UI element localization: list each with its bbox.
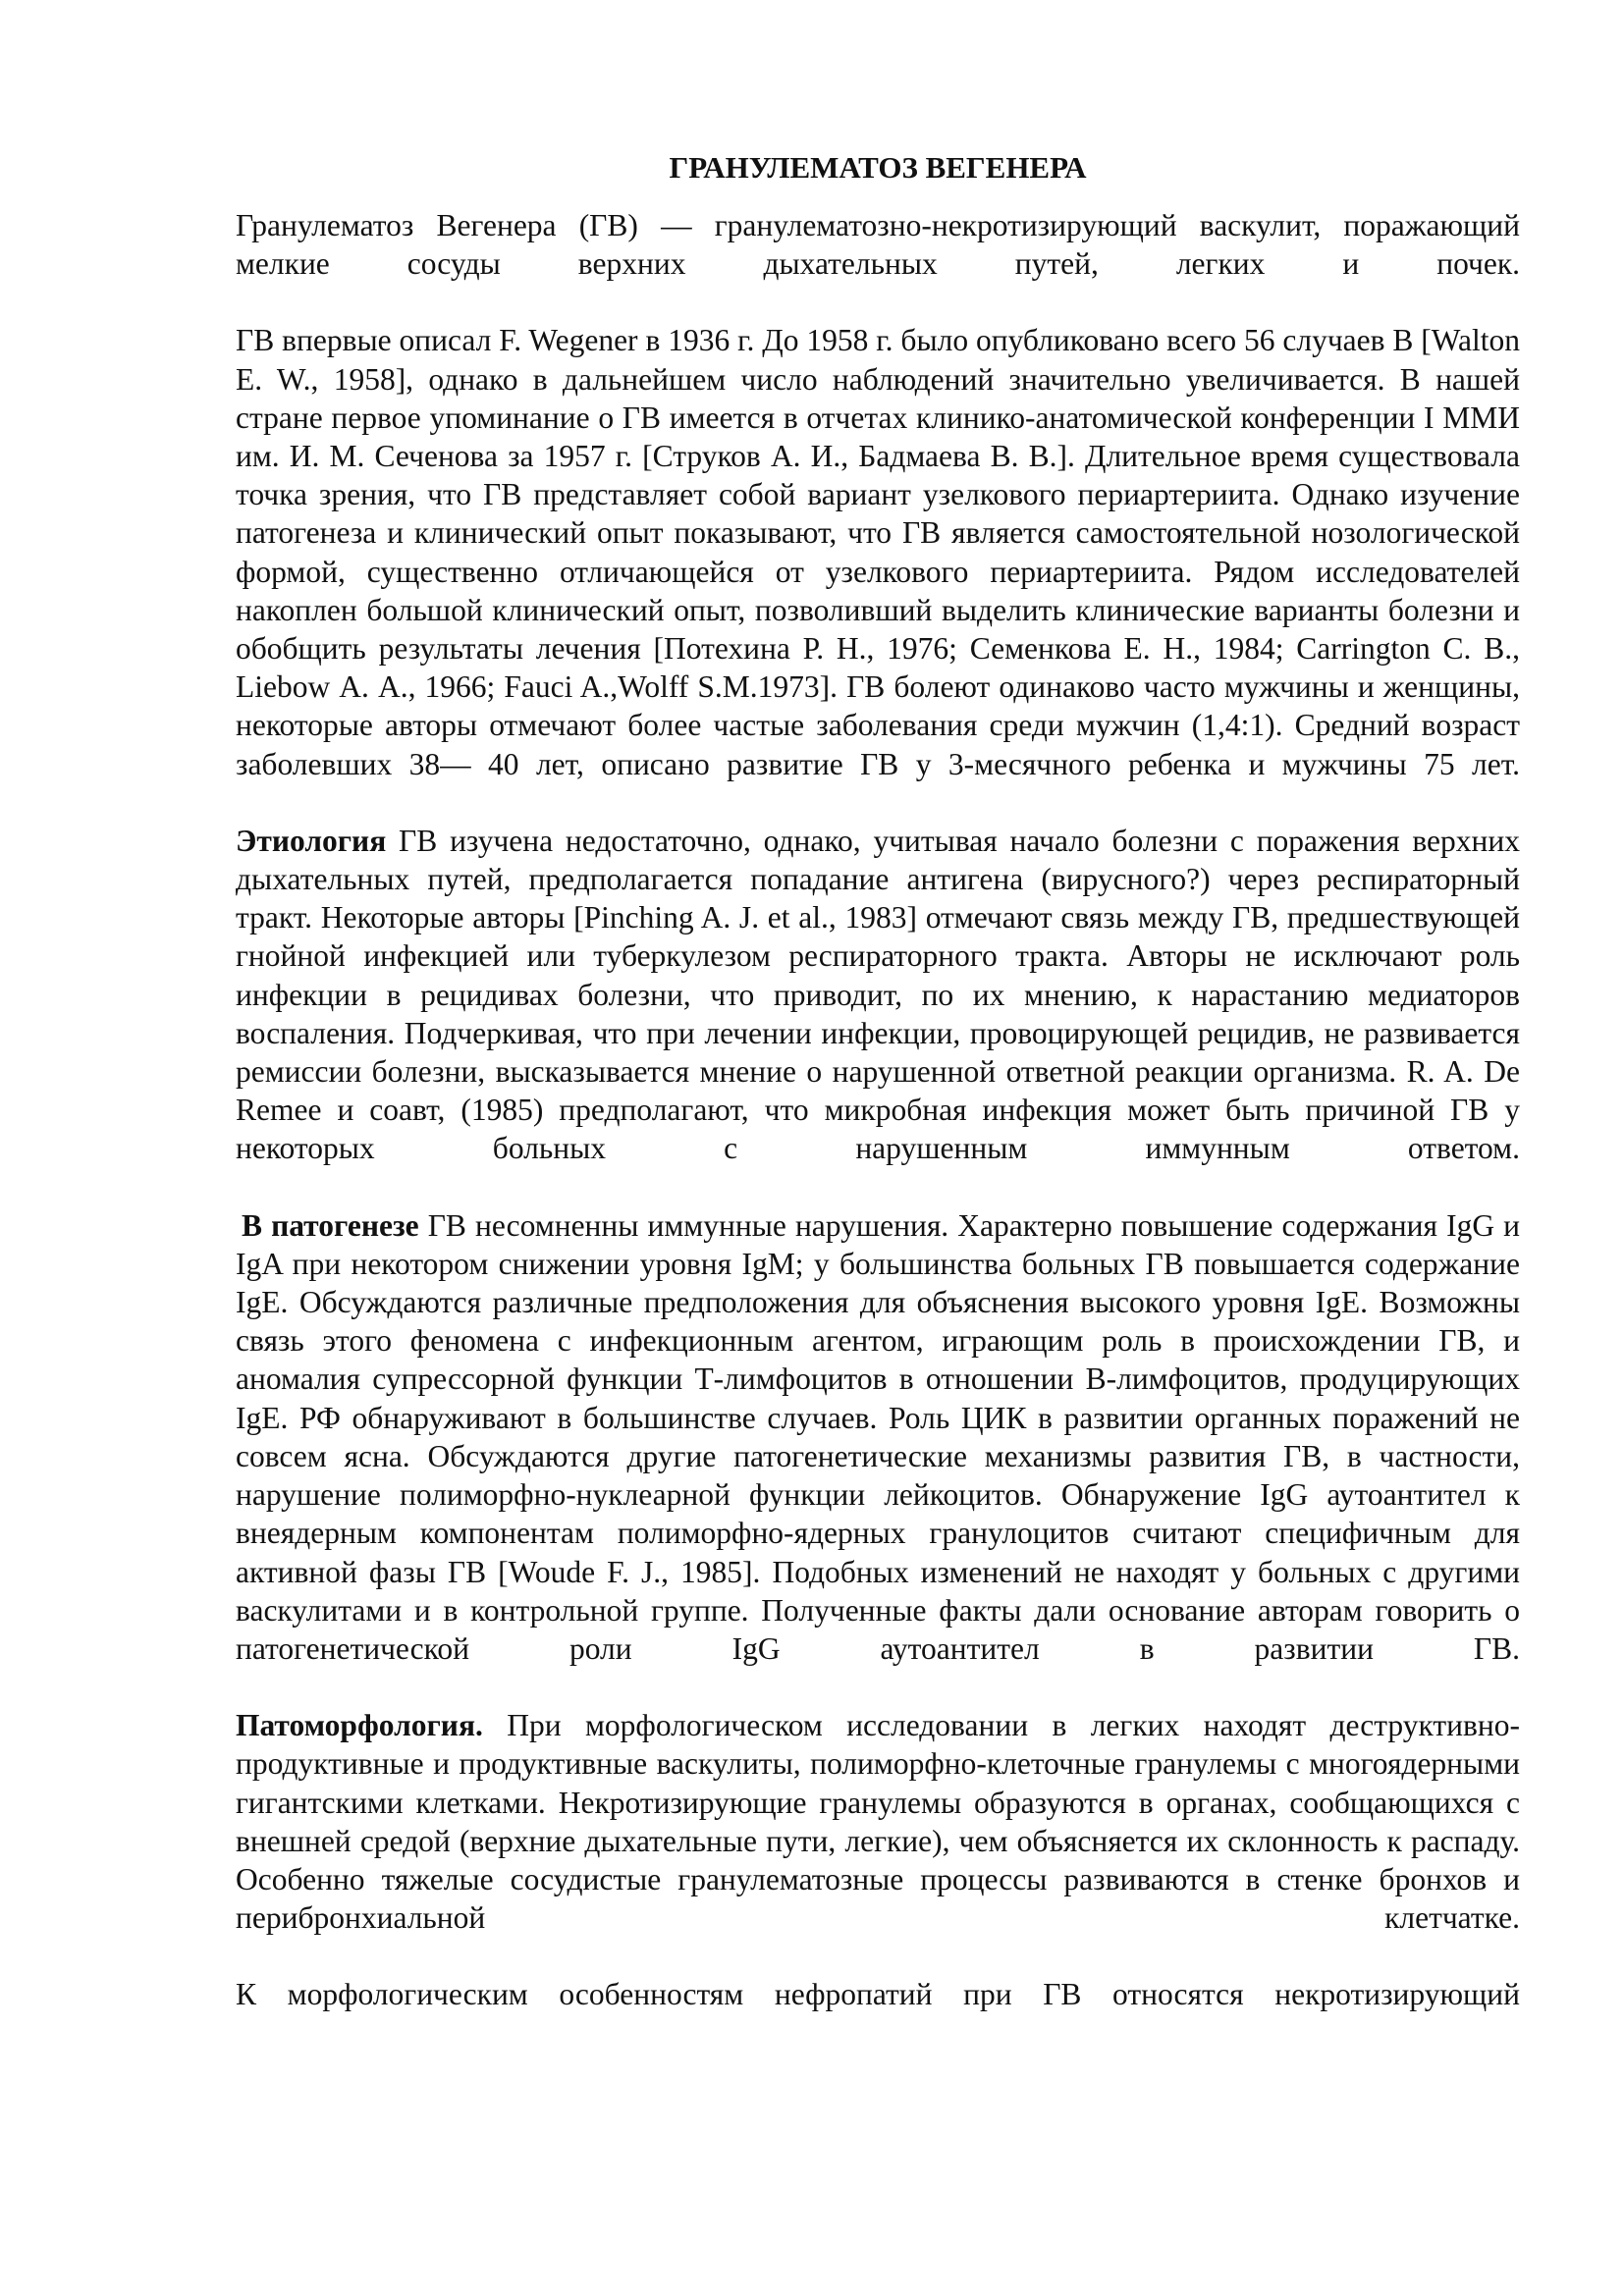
nephropathy-paragraph: К морфологическим особенностям нефропатий при ГВ относятся некротизирующий [236,1977,1520,2012]
document-page [236,149,1520,2014]
paragraph-gap [236,283,1520,321]
pathomorphology-text: При морфологическом исследовании в легких находят деструктивно-продуктивные и продуктивные васкулиты, полиморфно-клеточные гранулемы с многоядерными гигантскими клетками. Некротизирующие гранулемы образуются в органах, сообщающихся с внешней средой (верхние дыхательные пути, легкие), чем объясняется их склонность к распаду. Особенно тяжелые сосудистые гранулематозные процессы развиваются в стенке бронхов и перибронхиальной клетчатке. [236,1708,1520,1936]
etiology-heading: Этиология [236,823,387,858]
pathomorphology-heading: Патоморфология. [236,1708,483,1743]
etiology-text: ГВ изучена недостаточно, однако, учитывая начало болезни с поражения верхних дыхательных путей, предполагается попадание антигена (вирусного?) через респираторный тракт. Некоторые авторы [Pinching A. J. et al., 1983] отмечают связь между ГВ, предшествующей гнойной инфекцией или туберкулезом респираторного тракта. Авторы не исключают роль инфекции в рецидивах болезни, что приводит, по их мнению, к нарастанию медиаторов воспаления. Подчеркивая, что при лечении инфекции, провоцирующей рецидив, не развивается ремиссии болезни, высказывается мнение о нарушенной ответной реакции организма. R. A. De Remee и соавт, (1985) предполагают, что микробная инфекция может быть причиной ГВ у некоторых больных с нарушенным иммунным ответом. [236,823,1520,1166]
pathogenesis-text: ГВ несомненны иммунные нарушения. Характерно повышение содержания IgG и IgA при некотором снижении уровня IgM; у большинства больных ГВ повышается содержание IgE. Обсуждаются различные предположения для объяснения высокого уровня IgE. Возможны связь этого феномена с инфекционным агентом, играющим роль в происхождении ГВ, и аномалия супрессорной функции Т-лимфоцитов в отношении В-лимфоцитов, продуцирующих IgE. РФ обнаруживают в большинстве случаев. Роль ЦИК в развитии органных поражений не совсем ясна. Обсуждаются другие патогенетические механизмы развития ГВ, в частности, нарушение полиморфно-нуклеарной функции лейкоцитов. Обнаружение IgG аутоантител к внеядерным компонентам полиморфно-ядерных гранулоцитов считают специфичным для активной фазы ГВ [Woude F. J., 1985]. Подобных изменений не находят у больных с другими васкулитами и в контрольной группе. Полученные факты дали основание авторам говорить о патогенетической роли IgG аутоантител в развитии ГВ. [236,1207,1521,1666]
pathogenesis-paragraph [236,1206,1520,1668]
paragraph-gap [236,1937,1520,1975]
paragraph-gap [236,1668,1520,1706]
document-title: ГРАНУЛЕМАТОЗ ВЕГЕНЕРА [669,150,1087,185]
intro-paragraph: Гранулематоз Вегенера (ГВ) — гранулематозно-некротизирующий васкулит, поражающий мелкие сосуды верхних дыхательных путей, легких и почек. [236,208,1520,282]
paragraph-gap [236,783,1520,822]
paragraph-gap [236,1168,1520,1206]
pathomorphology-paragraph [236,1706,1520,1937]
pathogenesis-heading: В патогенезе [242,1207,419,1243]
etiology-paragraph [236,822,1520,1168]
history-paragraph: ГВ впервые описал F. Wegener в 1936 г. До 1958 г. было опубликовано всего 56 случаев В [Walton E. W., 1958], однако в дальнейшем число наблюдений значительно увеличивается. В нашей стране первое упоминание о ГВ имеется в отчетах клинико-анатомической конференции I ММИ им. И. М. Сеченова за 1957 г. [Струков А. И., Бадмаева В. В.]. Длительное время существовала точка зрения, что ГВ представляет собой вариант узелкового периартериита. Однако изучение патогенеза и клинический опыт показывают, что ГВ является самостоятельной нозологической формой, существенно отличающейся от узелкового периартериита. Рядом исследователей накоплен большой клинический опыт, позволивший выделить клинические варианты болезни и обобщить результаты лечения [Потехина Р. Н., 1976; Семенкова Е. Н., 1984; Carrington С. В., Liebow А. А., 1966; Fauci A.,Wolff S.M.1973]. ГВ болеют одинаково часто мужчины и женщины, некоторые авторы отмечают более частые заболевания среди мужчин (1,4:1). Средний возраст заболевших 38— 40 лет, описано развитие ГВ у 3-месячного ребенка и мужчины 75 лет. [236,323,1520,781]
